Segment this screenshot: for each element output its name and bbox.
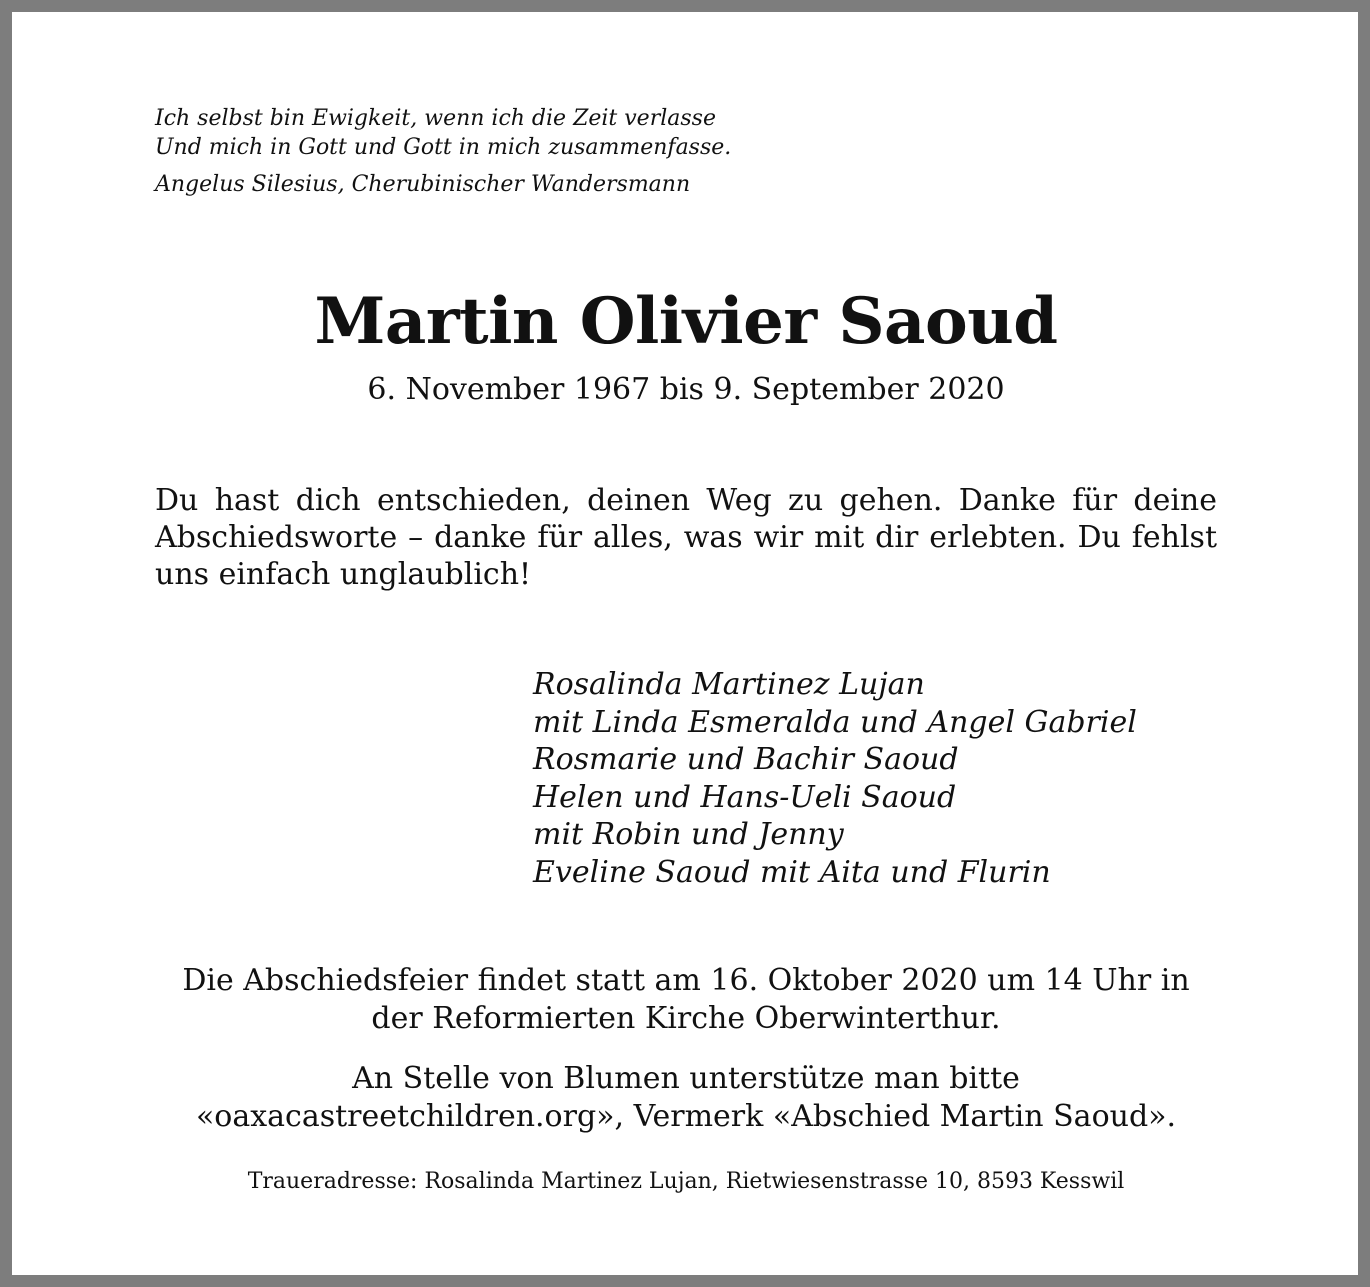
signer-line: mit Linda Esmeralda und Angel Gabriel <box>533 704 1137 740</box>
signers-list <box>533 666 1137 891</box>
ceremony-line: der Reformierten Kirche Oberwinterthur. <box>371 1000 1001 1036</box>
donation-line: An Stelle von Blumen unterstütze man bitte <box>352 1061 1020 1096</box>
quote-author: Angelus Silesius, Cherubinischer Wandersmann <box>155 172 691 197</box>
obituary-page <box>12 12 1358 1275</box>
ceremony-line: Die Abschiedsfeier findet statt am 16. Oktober 2020 um 14 Uhr in <box>182 963 1190 998</box>
signer-line: Rosmarie und Bachir Saoud <box>533 742 959 777</box>
signer-line: Rosalinda Martinez Lujan <box>533 667 925 702</box>
signer-line: Helen und Hans-Ueli Saoud <box>533 779 957 815</box>
deceased-name: Martin Olivier Saoud <box>314 284 1058 359</box>
donation-info <box>155 1060 1217 1135</box>
mourning-address: Traueradresse: Rosalinda Martinez Lujan, Rietwiesenstrasse 10, 8593 Kesswil <box>247 1169 1125 1194</box>
donation-line: «oaxacastreetchildren.org», Vermerk «Abschied Martin Saoud». <box>195 1098 1177 1134</box>
signer-line: Eveline Saoud mit Aita und Flurin <box>533 854 1051 890</box>
life-dates: 6. November 1967 bis 9. September 2020 <box>367 372 1005 407</box>
quote-line: Ich selbst bin Ewigkeit, wenn ich die Zeit verlasse <box>155 106 716 131</box>
quote-line: Und mich in Gott und Gott in mich zusammenfasse. <box>155 135 732 160</box>
ceremony-info <box>155 962 1217 1037</box>
farewell-message: Du hast dich entschieden, deinen Weg zu gehen. Danke für deine Abschiedsworte – danke für alles, was wir mit dir erlebten. Du fehlst uns einfach unglaublich! <box>155 483 1217 592</box>
epigraph-quote <box>155 104 731 199</box>
signer-line: mit Robin und Jenny <box>533 817 844 852</box>
